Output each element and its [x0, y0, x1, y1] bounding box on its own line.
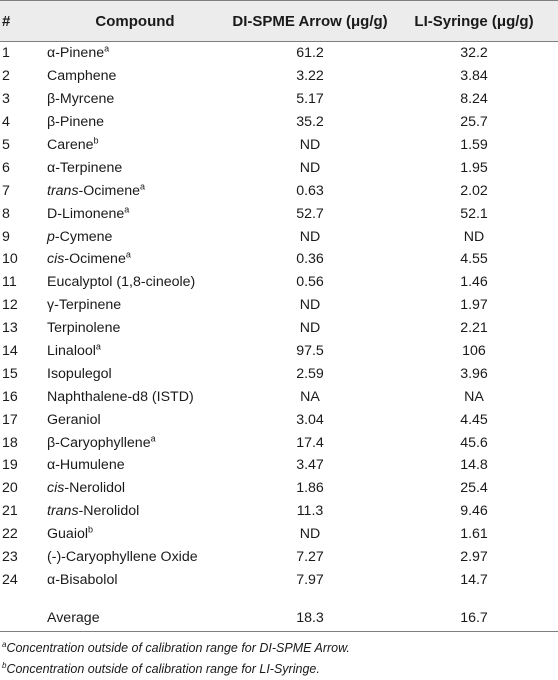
table-row [0, 408, 558, 431]
compound-suffix: -Ocimene [64, 251, 126, 268]
row-number: 9 [2, 228, 10, 245]
compound-footnote-mark: b [88, 524, 94, 535]
compound-prefix: Camphene [47, 68, 117, 85]
table-row [0, 65, 558, 88]
row-number: 24 [2, 571, 18, 588]
compound-name [40, 91, 230, 107]
table-row [0, 477, 558, 500]
syringe-value: 106 [462, 343, 486, 360]
table-row [0, 179, 558, 202]
footnote-text: Concentration outside of calibration range for DI-SPME Arrow. [6, 641, 350, 656]
arrow-value: 7.97 [296, 571, 324, 588]
footnote-mark: b [2, 661, 7, 671]
syringe-value: 2.02 [460, 182, 488, 199]
arrow-value: ND [299, 159, 321, 176]
compound-name [40, 251, 230, 267]
syringe-value: 2.97 [460, 549, 488, 566]
table-row [0, 317, 558, 340]
table-header [0, 0, 558, 42]
syringe-value: 25.4 [460, 480, 488, 497]
arrow-value: 0.63 [296, 182, 324, 199]
table-row [0, 454, 558, 477]
row-number: 22 [2, 526, 18, 543]
compound-prefix: (-)-Caryophyllene Oxide [47, 549, 198, 566]
row-number: 21 [2, 503, 18, 520]
compound-prefix: Naphthalene-d8 (ISTD) [47, 388, 194, 405]
syringe-value: 1.59 [460, 137, 488, 153]
syringe-value: 3.84 [460, 68, 488, 85]
syringe-value: 1.97 [460, 297, 488, 314]
compound-prefix: Terpinolene [47, 320, 121, 337]
compound-name [40, 480, 230, 496]
arrow-value: 35.2 [296, 114, 324, 131]
row-number: 3 [2, 91, 10, 108]
average-syringe: 16.7 [460, 610, 488, 627]
row-number: 16 [2, 388, 18, 405]
arrow-value: 5.17 [296, 91, 324, 108]
compound-name [40, 203, 230, 222]
row-number: 15 [2, 365, 18, 382]
table-row [0, 362, 558, 385]
arrow-value: 0.36 [296, 251, 324, 268]
row-number: 23 [2, 549, 18, 566]
header-li-syringe: LI-Syringe (μg/g) [414, 12, 534, 30]
footnote-text: Concentration outside of calibration range for LI-Syringe. [6, 662, 320, 677]
compound-name [40, 274, 230, 290]
compound-prefix: D-Limonene [47, 205, 125, 222]
syringe-value: 45.6 [460, 434, 488, 451]
syringe-value: 52.1 [460, 205, 488, 222]
arrow-value: 0.56 [296, 274, 324, 291]
compound-italic-prefix: cis [47, 480, 65, 497]
compound-prefix: β-Caryophyllene [47, 434, 151, 451]
compound-name [40, 229, 230, 245]
row-number: 14 [2, 343, 18, 360]
compound-name [40, 412, 230, 428]
row-number: 2 [2, 68, 10, 85]
compound-prefix: β-Pinene [47, 114, 105, 131]
arrow-value: 7.27 [296, 549, 324, 566]
compound-italic-prefix: trans [47, 503, 79, 520]
row-number: 13 [2, 320, 18, 337]
arrow-value: NA [300, 388, 320, 405]
compound-suffix: -Cymene [54, 228, 113, 245]
compound-prefix: α-Pinene [47, 45, 105, 62]
row-number: 20 [2, 480, 18, 497]
table-row [0, 134, 558, 157]
compound-suffix: -Nerolidol [64, 480, 126, 497]
compound-name [40, 389, 230, 405]
arrow-value: 3.47 [296, 457, 324, 474]
syringe-value: 1.61 [460, 526, 488, 543]
average-arrow: 18.3 [296, 610, 324, 627]
arrow-value: 11.3 [296, 503, 324, 520]
compound-name [40, 68, 230, 84]
syringe-value: 2.21 [460, 320, 488, 337]
arrow-value: ND [299, 228, 321, 245]
table-row [0, 385, 558, 408]
compound-name [40, 526, 230, 542]
compound-prefix: Eucalyptol (1,8-cineole) [47, 274, 196, 291]
arrow-value: 3.04 [296, 411, 324, 428]
row-number: 17 [2, 411, 18, 428]
table-row [0, 546, 558, 569]
compound-name [40, 320, 230, 336]
compound-prefix: α-Humulene [47, 457, 125, 474]
arrow-value: ND [299, 526, 321, 543]
row-number: 18 [2, 434, 18, 451]
compound-footnote-mark: a [150, 432, 156, 443]
arrow-value: 3.22 [296, 68, 324, 85]
compound-prefix: Isopulegol [47, 365, 112, 382]
compound-name [40, 183, 230, 199]
row-number: 7 [2, 182, 10, 199]
arrow-value: 97.5 [296, 343, 324, 360]
arrow-value: ND [299, 320, 321, 337]
row-number: 1 [2, 45, 10, 62]
compound-prefix: Geraniol [47, 411, 101, 428]
spacer [0, 591, 558, 605]
syringe-value: 9.46 [460, 503, 488, 520]
compound-name [40, 366, 230, 382]
syringe-value: NA [464, 388, 484, 405]
row-number: 12 [2, 297, 18, 314]
row-number: 10 [2, 251, 18, 268]
table-row [0, 431, 558, 454]
compound-suffix: -Ocimene [78, 182, 141, 199]
compound-name [40, 503, 230, 519]
average-row [0, 605, 558, 632]
compound-footnote-mark: a [104, 43, 110, 54]
arrow-value: 61.2 [296, 45, 324, 62]
syringe-value: 32.2 [460, 45, 488, 62]
table-row [0, 225, 558, 248]
compound-name [40, 549, 230, 565]
syringe-value: 3.96 [460, 365, 488, 382]
footnote-b [0, 659, 558, 680]
compound-prefix: γ-Terpinene [47, 297, 122, 314]
compound-prefix: Guaiol [47, 526, 89, 543]
compound-prefix: β-Myrcene [47, 91, 115, 108]
compound-name [40, 432, 230, 451]
syringe-value: 14.7 [460, 571, 488, 588]
arrow-value: 17.4 [296, 434, 324, 451]
table-row [0, 271, 558, 294]
compound-name [40, 572, 230, 588]
syringe-value: 1.95 [460, 159, 488, 176]
table-row [0, 42, 558, 65]
compound-footnote-mark: a [95, 341, 101, 352]
row-number: 11 [2, 274, 17, 291]
compound-italic-prefix: trans [47, 182, 79, 199]
table-row [0, 156, 558, 179]
compound-suffix: -Nerolidol [78, 503, 140, 520]
compound-name [40, 343, 230, 359]
compound-name [40, 160, 230, 176]
compound-prefix: α-Terpinene [47, 159, 123, 176]
table-body [0, 42, 558, 591]
row-number: 5 [2, 137, 10, 153]
table-row [0, 500, 558, 523]
table-row [0, 340, 558, 363]
header-num: # [2, 12, 11, 30]
table-row [0, 202, 558, 225]
compound-footnote-mark: a [140, 181, 146, 192]
syringe-value: 4.55 [460, 251, 488, 268]
compound-italic-prefix: cis [47, 251, 65, 268]
compound-footnote-mark: b [93, 135, 99, 146]
compound-prefix: Linalool [47, 343, 96, 360]
average-label: Average [47, 610, 100, 627]
compound-footnote-mark: a [125, 249, 131, 260]
compound-footnote-mark: a [124, 203, 130, 214]
compound-prefix: α-Bisabolol [47, 571, 118, 588]
compound-name [40, 457, 230, 473]
header-di-spme-arrow: DI-SPME Arrow (μg/g) [232, 12, 388, 30]
table-row [0, 568, 558, 591]
table-row [0, 248, 558, 271]
table-row [0, 294, 558, 317]
arrow-value: ND [299, 137, 321, 153]
footnote-a [0, 638, 558, 659]
compound-italic-prefix: p [47, 228, 55, 245]
table-row [0, 88, 558, 111]
arrow-value: 1.86 [296, 480, 324, 497]
compound-name [40, 45, 230, 61]
table-row [0, 523, 558, 546]
syringe-value: 4.45 [460, 411, 488, 428]
arrow-value: 52.7 [296, 205, 324, 222]
syringe-value: 8.24 [460, 91, 488, 108]
header-compound: Compound [95, 12, 175, 30]
syringe-value: ND [463, 228, 485, 245]
compound-name [40, 137, 230, 153]
row-number: 6 [2, 159, 10, 176]
syringe-value: 14.8 [460, 457, 488, 474]
table-row [0, 111, 558, 134]
row-number: 19 [2, 457, 18, 474]
compound-prefix: Carene [47, 137, 94, 153]
compound-name [40, 297, 230, 313]
footnote-mark: a [2, 640, 7, 650]
arrow-value: 2.59 [296, 365, 324, 382]
arrow-value: ND [299, 297, 321, 314]
row-number: 8 [2, 205, 10, 222]
compound-name [40, 114, 230, 130]
row-number: 4 [2, 114, 10, 131]
syringe-value: 1.46 [460, 274, 488, 291]
syringe-value: 25.7 [460, 114, 488, 131]
